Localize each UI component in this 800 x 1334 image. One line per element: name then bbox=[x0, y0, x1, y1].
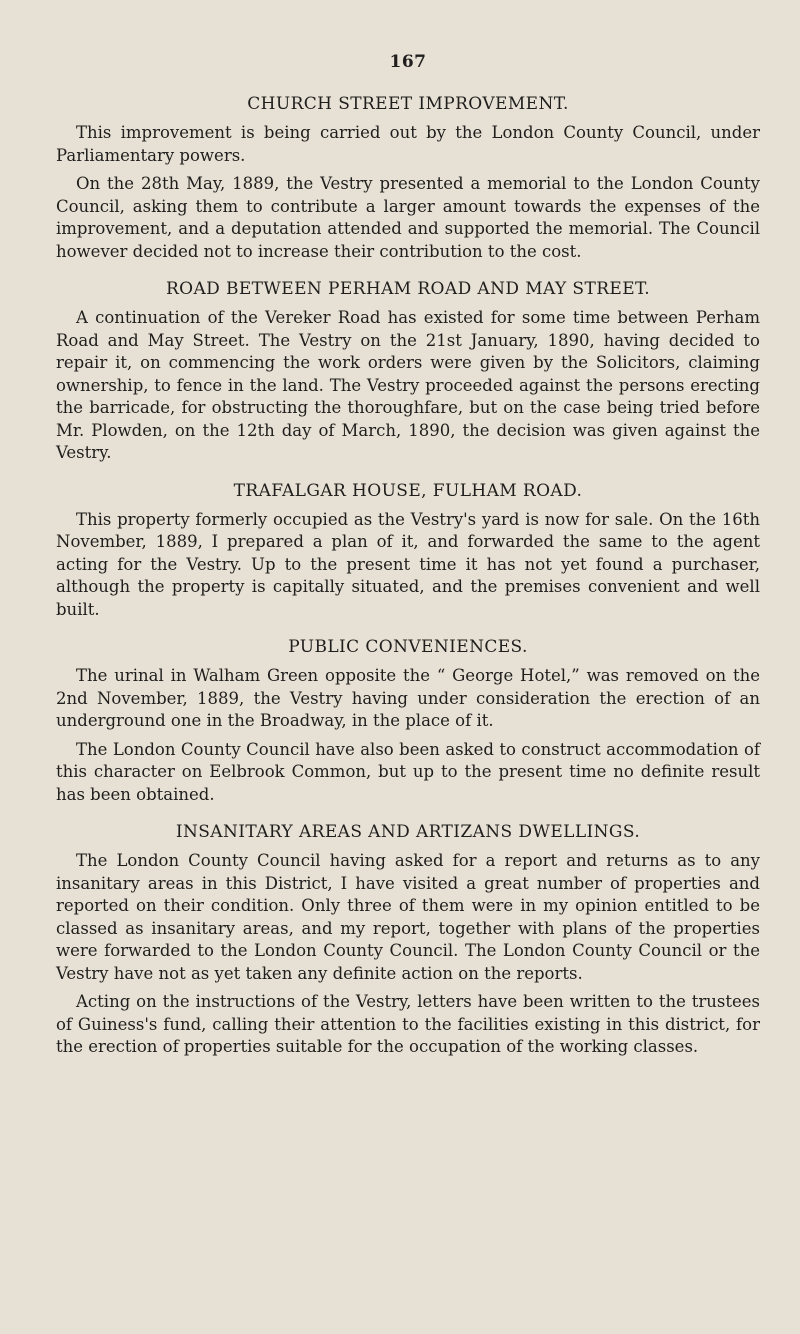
paragraph: The London County Council having asked for a report and returns as to any insanitary areas in this District, I have visited a great number of properties and reported on their condition. Only three of them were in my opinion entitled to be classed as insanitary areas, and my report, together with plans of the properties were forwarded to the London County Council. The London County Council or the Vestry have not as yet taken any definite action on the reports. bbox=[56, 851, 760, 983]
paragraph: This improvement is being carried out by the London County Council, under Parliamentary powers. bbox=[56, 123, 760, 165]
section-heading: ROAD BETWEEN PERHAM ROAD AND MAY STREET. bbox=[165, 279, 651, 299]
section-heading: CHURCH STREET IMPROVEMENT. bbox=[247, 94, 569, 114]
section-insanitary-areas bbox=[56, 822, 760, 1059]
section-heading: PUBLIC CONVENIENCES. bbox=[288, 637, 528, 657]
section-heading: TRAFALGAR HOUSE, FULHAM ROAD. bbox=[233, 480, 583, 501]
paragraph: The urinal in Walham Green opposite the “ George Hotel,” was removed on the 2nd November, 1889, the Vestry having under consideration the erection of an underground one in the Broadway, in the place of it. bbox=[56, 666, 760, 730]
paragraph: This property formerly occupied as the Vestry's yard is now for sale. On the 16th November, 1889, I prepared a plan of it, and forwarded the same to the agent acting for the Vestry. Up to the present time it has not yet found a purchaser, although the property is capitally situated, and the premises convenient and well built. bbox=[56, 509, 760, 619]
section-public-conveniences bbox=[56, 637, 760, 806]
section-trafalgar-house bbox=[56, 481, 760, 622]
paragraph: Acting on the instructions of the Vestry, letters have been written to the trustees of Guiness's fund, calling their attention to the facilities existing in this district, for the erection of properties suitable for the occupation of the working classes. bbox=[56, 992, 760, 1056]
paragraph: On the 28th May, 1889, the Vestry presented a memorial to the London County Council, asking them to contribute a larger amount towards the expenses of the improvement, and a deputation attended and supported the memorial. The Council however decided not to increase their contribution to the cost. bbox=[56, 174, 760, 261]
section-perham-road bbox=[56, 279, 760, 465]
section-church-street bbox=[56, 94, 760, 263]
page-number: 167 bbox=[389, 52, 427, 72]
section-heading: INSANITARY AREAS AND ARTIZANS DWELLINGS. bbox=[175, 822, 641, 842]
paragraph: A continuation of the Vereker Road has existed for some time between Perham Road and May Street. The Vestry on the 21st January, 1890, having decided to repair it, on commencing the work orders were given by the Solicitors, claiming ownership, to fence in the land. The Vestry proceeded against the persons erecting the barricade, for obstructing the thoroughfare, but on the case being tried before Mr. Plowden, on the 12th day of March, 1890, the decision was given against the Vestry. bbox=[56, 308, 760, 462]
paragraph: The London County Council have also been asked to construct accommodation of this character on Eelbrook Common, but up to the present time no definite result has been obtained. bbox=[56, 739, 760, 804]
